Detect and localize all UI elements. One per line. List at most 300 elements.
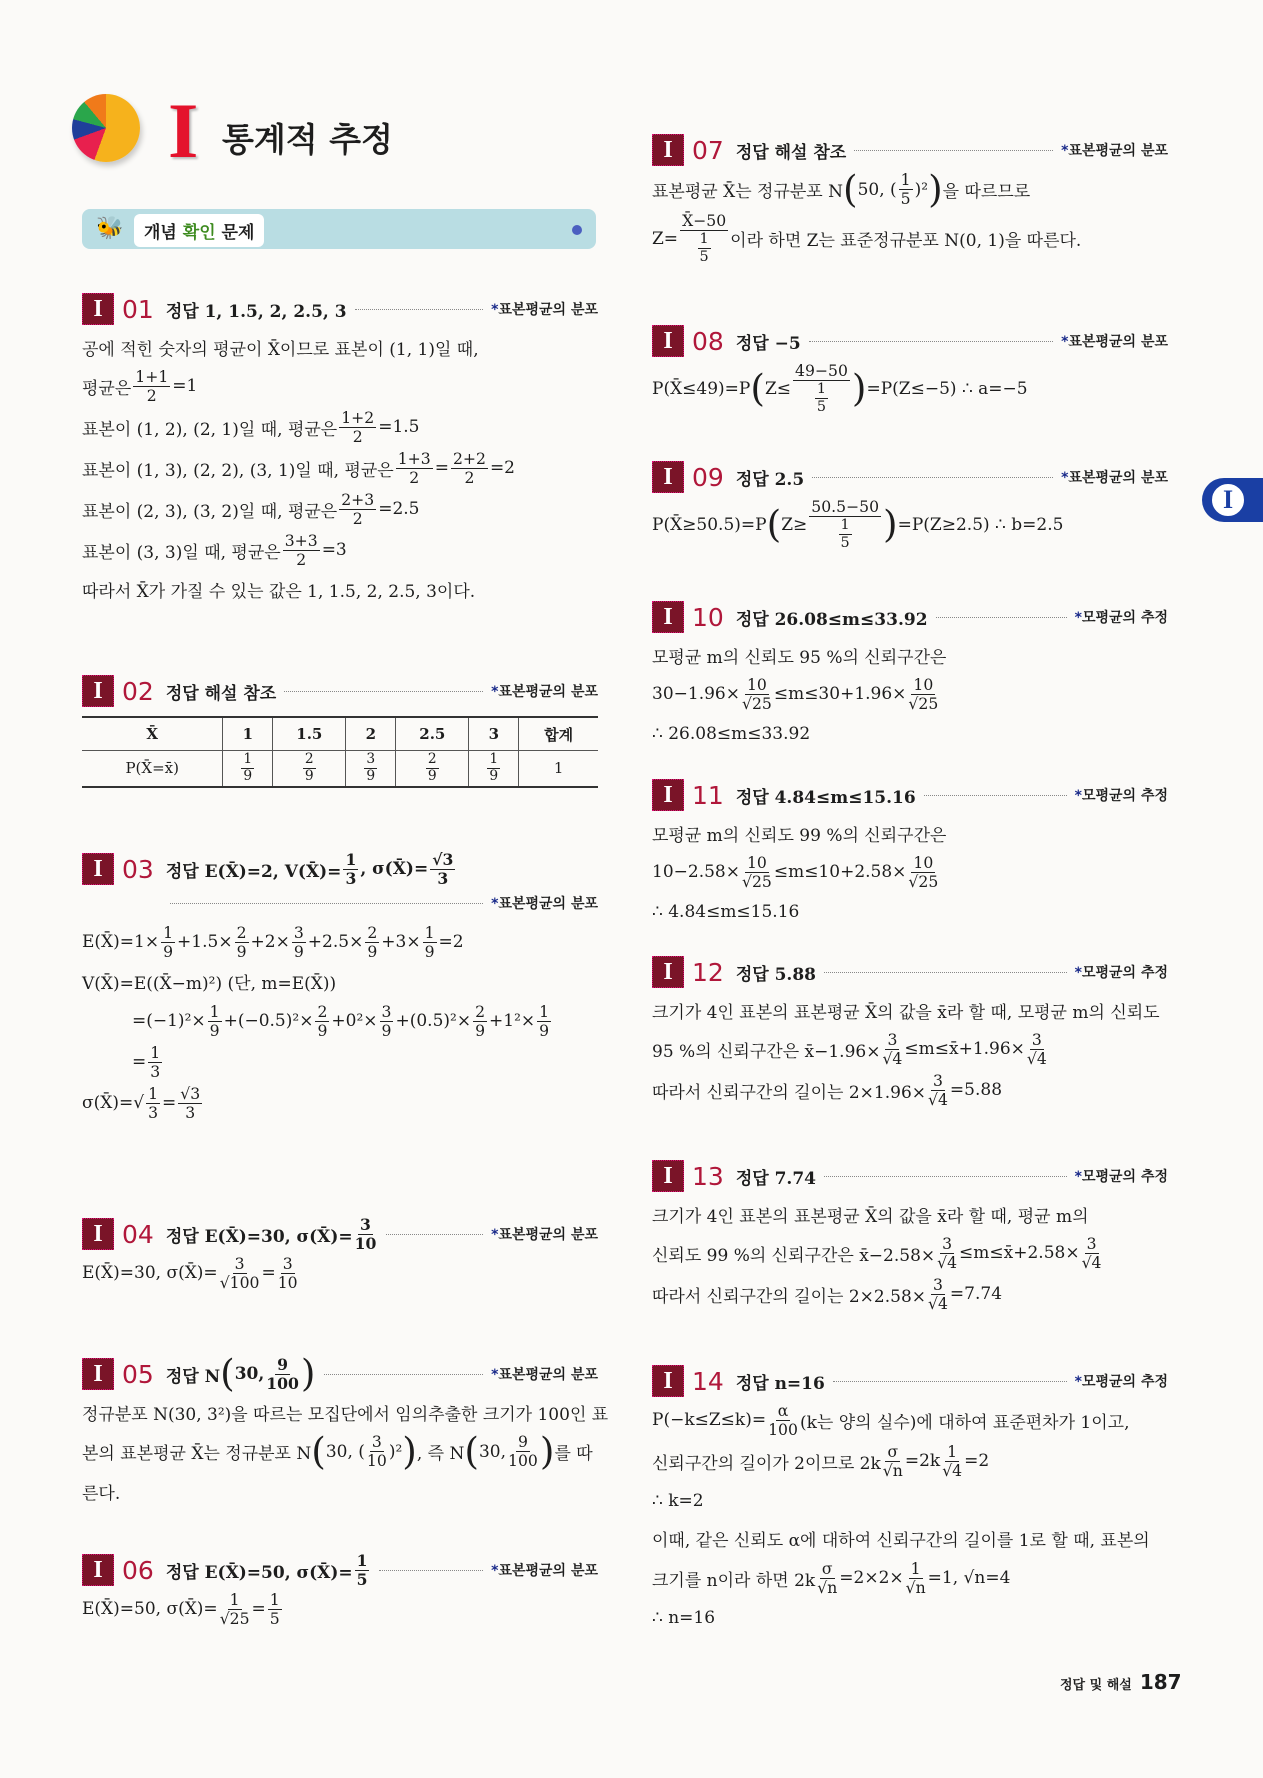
fraction-numerator: [698, 231, 711, 249]
topic-label: 표본평균의 분포: [498, 684, 598, 700]
math-text: 크기를 n이라 하면 2k: [652, 1570, 816, 1591]
chapter-title: 통계적 추정: [222, 120, 393, 159]
math-text: +(−0.5)²×: [223, 1011, 314, 1032]
fraction-numerator: [426, 752, 439, 769]
large-parenthesis: ): [883, 501, 898, 546]
math-text: 10−2.58×: [652, 862, 740, 883]
numerator-text: 1: [229, 1590, 240, 1609]
denominator-text: 10: [366, 1451, 387, 1471]
fraction-denominator: [928, 1091, 948, 1109]
math-text: 30−1.96×: [652, 684, 740, 705]
fraction-numerator: [911, 854, 935, 873]
problem-header: [82, 1214, 598, 1253]
problem-10: [652, 600, 1168, 751]
math-text: 표본이 (1, 3), (2, 2), (3, 1)일 때, 평균은: [82, 460, 394, 481]
fraction: [537, 1003, 551, 1040]
fraction-numerator: [396, 450, 433, 469]
table-header: 합계: [519, 717, 598, 751]
numerator-text: 9: [277, 1354, 289, 1374]
asterisk-icon: *: [1061, 143, 1069, 159]
problem-11: [652, 778, 1168, 929]
fraction-numerator: [235, 924, 249, 943]
fraction-denominator: [841, 535, 850, 552]
math-text: 정답 5.88: [735, 964, 816, 985]
numerator-text: 10: [913, 675, 934, 694]
solution-line: [82, 491, 598, 528]
numerator-text: 1: [900, 170, 911, 190]
fraction-denominator: [813, 381, 830, 415]
math-text: ≤m≤x̄+1.96×: [904, 1039, 1025, 1060]
math-text: 이때, 같은 신뢰도 α에 대하여 신뢰구간의 길이를 1로 할 때, 표본의: [652, 1531, 1150, 1552]
fraction: [380, 1003, 394, 1040]
banner-label-highlight: 확인: [182, 223, 216, 243]
problem-12: [652, 955, 1168, 1109]
fraction: [839, 517, 852, 551]
fraction-numerator: [292, 924, 306, 943]
denominator-text: 10: [354, 1233, 377, 1253]
asterisk-icon: *: [1074, 788, 1082, 804]
large-parenthesis: ): [928, 167, 943, 211]
chapter-badge-icon: I: [652, 779, 684, 811]
denominator-text: 9: [209, 1020, 220, 1040]
problem-08: [652, 324, 1168, 415]
denominator-text: 9: [293, 941, 304, 961]
fraction: [339, 491, 376, 528]
fraction-denominator: [475, 1022, 485, 1040]
fraction-denominator: [700, 249, 709, 266]
fraction-numerator: [899, 171, 913, 190]
chapter-badge-icon: I: [652, 325, 684, 357]
topic-tag: [1061, 467, 1168, 487]
denominator-text: 9: [424, 941, 435, 961]
banner-label-part: 개념: [144, 223, 183, 243]
fraction-numerator: [909, 1560, 923, 1579]
math-text: 따라서 X̄가 가질 수 있는 값은 1, 1.5, 2, 2.5, 3이다.: [82, 582, 476, 603]
table-header: 2: [346, 717, 396, 751]
math-text: 표본이 (2, 3), (3, 2)일 때, 평균은: [82, 501, 338, 522]
table-header-row: [82, 717, 598, 751]
fraction: [220, 1255, 260, 1292]
fraction-denominator: [296, 551, 306, 569]
solution-line: [652, 1235, 1168, 1272]
fraction-numerator: [745, 676, 769, 695]
fraction: [908, 676, 938, 713]
math-text: 95 %의 신뢰구간은 x̄−1.96×: [652, 1041, 881, 1062]
solution-line: [652, 1484, 1168, 1518]
numerator-text: 2: [427, 751, 437, 767]
numerator-text: 9: [517, 1432, 528, 1452]
numerator-text: 3: [366, 751, 376, 767]
numerator-text: 50.5−50: [811, 497, 880, 516]
table-cell: [469, 751, 519, 787]
fraction-denominator: [508, 1452, 538, 1470]
topic-tag: [491, 893, 598, 913]
fraction: [208, 1003, 222, 1040]
math-text: +3×: [381, 932, 421, 953]
banner-label-part: 문제: [215, 223, 255, 243]
solution-line: [652, 498, 1168, 551]
topic-tag: [491, 1364, 598, 1384]
numerator-text: 3+3: [284, 530, 318, 550]
denominator-text: 9: [539, 1020, 550, 1040]
fraction-numerator: [793, 362, 850, 381]
math-text: 정답 E(X̄)=2, V(X̄)=: [165, 861, 342, 882]
chapter-side-tab[interactable]: [1202, 478, 1263, 522]
math-text: =: [132, 1052, 147, 1073]
fraction: [367, 1433, 387, 1470]
answer: [736, 960, 816, 985]
denominator-text: √25: [741, 693, 772, 713]
fraction-numerator: [487, 752, 500, 769]
math-text: +2×: [250, 932, 290, 953]
problem-header: [82, 674, 598, 708]
large-parenthesis: ): [539, 1429, 555, 1473]
fraction: [742, 854, 772, 891]
fraction-denominator: [428, 769, 437, 785]
solution-line: [82, 368, 598, 405]
math-text: E(X̄)=50, σ(X̄)=: [82, 1599, 218, 1620]
fraction-numerator: [364, 752, 377, 769]
fraction-numerator: [430, 851, 455, 870]
fraction-denominator: [837, 517, 854, 551]
numerator-text: 1: [424, 923, 435, 942]
denominator-text: 9: [381, 1020, 392, 1040]
denominator-text: √n: [817, 1577, 838, 1597]
problem-01: [82, 292, 598, 607]
numerator-text: 3: [293, 923, 304, 942]
topic-tag: [1075, 785, 1168, 805]
fraction-denominator: [928, 1295, 948, 1313]
solution-line: [652, 212, 1168, 265]
denominator-text: 3: [185, 1102, 196, 1122]
numerator-text: 3: [381, 1001, 392, 1021]
fraction: [882, 1031, 902, 1068]
denominator-text: 2: [352, 426, 363, 446]
fraction: [426, 752, 439, 785]
solution-line: [82, 965, 598, 999]
solution-line: [652, 854, 1168, 891]
topic-label: 표본평균의 분포: [1068, 470, 1168, 486]
answer: [736, 329, 801, 354]
problem-14: [652, 1364, 1168, 1635]
bubble-icon: [572, 225, 582, 235]
topic-label: 모평균의 추정: [1081, 610, 1168, 626]
numerator-text: 1: [150, 1042, 161, 1062]
fraction-numerator: [241, 752, 254, 769]
denominator-text: √25: [219, 1608, 250, 1628]
fraction: [178, 1085, 202, 1122]
asterisk-icon: *: [491, 1563, 499, 1579]
fraction: [809, 498, 881, 551]
table-cell: [396, 751, 469, 787]
solution-line: [652, 816, 1168, 850]
fraction: [1027, 1031, 1047, 1068]
fraction: [241, 752, 254, 785]
denominator-text: 9: [243, 767, 253, 784]
fraction-denominator: [270, 1610, 280, 1628]
fraction-numerator: [133, 368, 170, 387]
solution-line: [82, 409, 598, 446]
problem-header: [652, 1159, 1168, 1193]
fraction: [339, 409, 376, 446]
problem-03: [82, 849, 598, 1122]
fraction-numerator: [809, 498, 881, 517]
fraction: [906, 1560, 926, 1597]
problem-header: [82, 292, 598, 326]
problem-header: [82, 1351, 598, 1396]
fraction-numerator: [940, 1235, 954, 1254]
solution-line: [652, 993, 1168, 1027]
numerator-text: 10: [746, 853, 767, 872]
numerator-text: 2: [317, 1001, 328, 1021]
table-cell: [273, 751, 346, 787]
fraction-numerator: [275, 1356, 290, 1375]
numerator-text: 1: [209, 1001, 220, 1021]
numerator-text: 2: [475, 1001, 486, 1021]
math-text: 모평균 m의 신뢰도 99 %의 신뢰구간은: [652, 825, 947, 846]
math-text: 본의 표본평균 X̄는 정규분포 N: [82, 1444, 312, 1465]
topic-tag: [1075, 1166, 1168, 1186]
problem-header: [652, 955, 1168, 989]
math-text: 정답 해설 참조: [735, 142, 847, 163]
fraction: [451, 450, 488, 487]
fraction-denominator: [150, 1063, 160, 1081]
chapter-numeral: I: [168, 87, 199, 174]
topic-tag: [1061, 331, 1168, 351]
denominator-text: 9: [317, 1020, 328, 1040]
numerator-text: 1+1: [135, 367, 169, 386]
fraction: [815, 381, 828, 415]
math-text: =2k: [904, 1451, 941, 1472]
topic-tag: [491, 1224, 598, 1244]
topic-label: 모평균의 추정: [1081, 965, 1168, 981]
numerator-text: 2: [304, 751, 314, 767]
math-text: 신뢰도 99 %의 신뢰구간은 x̄−2.58×: [652, 1245, 936, 1266]
math-text: =(−1)²×: [132, 1011, 206, 1032]
fraction-denominator: [908, 695, 938, 713]
problem-number: 08: [692, 326, 724, 356]
fraction-denominator: [742, 873, 772, 891]
fraction-numerator: [820, 1560, 835, 1579]
fraction-numerator: [343, 851, 358, 870]
dotted-leader: [324, 1374, 484, 1375]
fraction-denominator: [353, 510, 363, 528]
math-text: =: [261, 1263, 276, 1284]
answer: [736, 783, 916, 808]
math-text: 따라서 신뢰구간의 길이는 2×1.96×: [652, 1082, 927, 1103]
table-header: 3: [469, 717, 519, 751]
fraction: [793, 362, 850, 415]
table-header: 2.5: [396, 717, 469, 751]
fraction-denominator: [243, 769, 252, 785]
chapter-badge-icon: I: [82, 1554, 114, 1586]
math-text: =1, √n=4: [927, 1568, 1011, 1589]
fraction-denominator: [147, 387, 157, 405]
fraction-numerator: [745, 854, 769, 873]
numerator-text: 49−50: [795, 361, 848, 380]
fraction-numerator: [537, 1003, 551, 1022]
dotted-leader: [355, 309, 484, 310]
math-text: =: [434, 458, 449, 479]
bee-icon: 🐝: [96, 216, 124, 241]
math-text: ∴ 26.08≤m≤33.92: [652, 723, 811, 744]
fraction: [508, 1433, 538, 1470]
numerator-text: 3: [887, 1030, 898, 1049]
denominator-text: √25: [741, 871, 772, 891]
solution-line: [652, 895, 1168, 929]
solution-line: [652, 1072, 1168, 1109]
solution-line: [652, 1402, 1168, 1439]
fraction-denominator: [367, 1452, 387, 1470]
solution-line: [82, 1044, 598, 1081]
numerator-text: √3: [180, 1083, 201, 1103]
fraction: [698, 231, 711, 265]
fraction: [283, 532, 320, 569]
numerator-text: 1: [947, 1441, 958, 1461]
fraction-denominator: [210, 1022, 220, 1040]
topic-label: 표본평균의 분포: [498, 1227, 598, 1243]
denominator-text: 3: [148, 1102, 159, 1122]
problem-05: [82, 1351, 609, 1508]
fraction-numerator: [281, 1255, 295, 1274]
chapter-badge-icon: I: [82, 675, 114, 707]
fraction: [908, 854, 938, 891]
numerator-text: 10: [913, 853, 934, 872]
fraction-numerator: [233, 1255, 247, 1274]
denominator-text: 3: [345, 868, 357, 888]
page-footer: [1060, 1670, 1182, 1694]
math-text: 정답 2.5: [735, 469, 805, 490]
fraction-numerator: [423, 924, 437, 943]
solution-line: [82, 532, 598, 569]
denominator-text: 100: [768, 1419, 798, 1439]
topic-label: 모평균의 추정: [1081, 1374, 1168, 1390]
solution-line: [652, 1522, 1168, 1556]
fraction-numerator: [370, 1433, 384, 1452]
fraction-denominator: [355, 1235, 377, 1253]
solution-line: [652, 676, 1168, 713]
problem-number: 05: [122, 1359, 154, 1389]
answer: [736, 1164, 816, 1189]
math-text: ∴ 4.84≤m≤15.16: [652, 901, 800, 922]
math-text: 정답 1, 1.5, 2, 2.5, 3: [165, 301, 347, 322]
fraction-denominator: [817, 1579, 837, 1597]
topic-row: [82, 886, 598, 920]
denominator-text: 9: [427, 767, 437, 784]
table-header: 1.5: [273, 717, 346, 751]
dotted-leader: [284, 691, 483, 692]
math-text: =3: [321, 540, 347, 561]
fraction-denominator: [294, 943, 304, 961]
math-text: 정답 26.08≤m≤33.92: [735, 609, 928, 630]
denominator-text: √4: [928, 1293, 948, 1313]
fraction-numerator: [776, 1402, 791, 1421]
fraction: [315, 1003, 329, 1040]
fraction-numerator: [315, 1003, 329, 1022]
math-text: 정답 −5: [735, 333, 801, 354]
fraction-denominator: [937, 1254, 957, 1272]
fraction: [278, 1255, 298, 1292]
numerator-text: 1: [489, 751, 499, 767]
fraction-denominator: [489, 769, 498, 785]
math-text: 정규분포 N(30, 3²)을 따르는 모집단에서 임의추출한 크기가 100인 표: [82, 1404, 609, 1425]
math-text: ≤m≤10+2.58×: [773, 862, 907, 883]
denominator-text: √4: [942, 1460, 963, 1480]
math-text: 정답 4.84≤m≤15.16: [735, 787, 916, 808]
denominator-text: √4: [937, 1252, 958, 1272]
numerator-text: 3: [932, 1274, 943, 1294]
problem-04: [82, 1214, 598, 1292]
problem-number: 02: [122, 676, 154, 706]
fraction: [220, 1591, 250, 1628]
answer: [166, 679, 276, 704]
topic-tag: [1075, 962, 1168, 982]
fraction-numerator: [380, 1003, 394, 1022]
topic-tag: [1075, 607, 1168, 627]
fraction-denominator: [237, 943, 247, 961]
math-text: =P(Z≤−5) ∴ a=−5: [866, 378, 1028, 399]
problem-header: [82, 1550, 598, 1589]
denominator-text: √25: [908, 693, 939, 713]
denominator-text: 100: [508, 1451, 538, 1471]
numerator-text: 1+3: [397, 448, 431, 468]
fraction: [899, 171, 913, 208]
asterisk-icon: *: [1074, 1169, 1082, 1185]
asterisk-icon: *: [491, 1367, 499, 1383]
math-text: +1²×: [489, 1011, 536, 1032]
denominator-text: 9: [163, 941, 174, 961]
numerator-text: 1+2: [341, 407, 375, 427]
fraction-denominator: [817, 399, 826, 416]
fraction: [937, 1235, 957, 1272]
solution-line: [82, 450, 598, 487]
numerator-text: 2+3: [341, 489, 375, 509]
asterisk-icon: *: [491, 684, 499, 700]
fraction-numerator: [161, 924, 175, 943]
fraction-denominator: [357, 1571, 368, 1589]
math-text: ≤m≤30+1.96×: [773, 684, 907, 705]
chapter-badge-icon: I: [82, 1358, 114, 1390]
denominator-text: √100: [219, 1272, 260, 1292]
denominator-text: √n: [905, 1577, 926, 1597]
denominator-text: 9: [489, 767, 499, 784]
fraction-numerator: [945, 1443, 959, 1462]
fraction-numerator: [339, 491, 376, 510]
fraction: [396, 450, 433, 487]
math-text: +(0.5)²×: [395, 1011, 472, 1032]
fraction-denominator: [901, 190, 911, 208]
math-text: )²: [914, 179, 929, 200]
fraction-numerator: [208, 1003, 222, 1022]
dotted-leader: [809, 341, 1053, 342]
denominator-text: 5: [840, 534, 850, 551]
math-text: =7.74: [949, 1284, 1003, 1305]
solution-line: [82, 573, 598, 607]
fraction: [883, 1443, 903, 1480]
math-text: 정답 n=16: [735, 1373, 825, 1394]
math-text: 크기가 4인 표본의 표본평균 X̄의 값을 x̄라 할 때, 모평균 m의 신뢰도: [652, 1002, 1160, 1023]
numerator-text: 1: [699, 231, 709, 248]
fraction-numerator: [815, 381, 828, 399]
topic-label: 표본평균의 분포: [1068, 334, 1168, 350]
numerator-text: 1: [148, 1083, 159, 1103]
denominator-text: √4: [928, 1089, 948, 1109]
solution-line: [652, 1601, 1168, 1635]
fraction: [430, 851, 455, 888]
problem-number: 11: [692, 780, 724, 810]
numerator-text: 1: [910, 1558, 921, 1578]
denominator-text: 9: [304, 767, 314, 784]
